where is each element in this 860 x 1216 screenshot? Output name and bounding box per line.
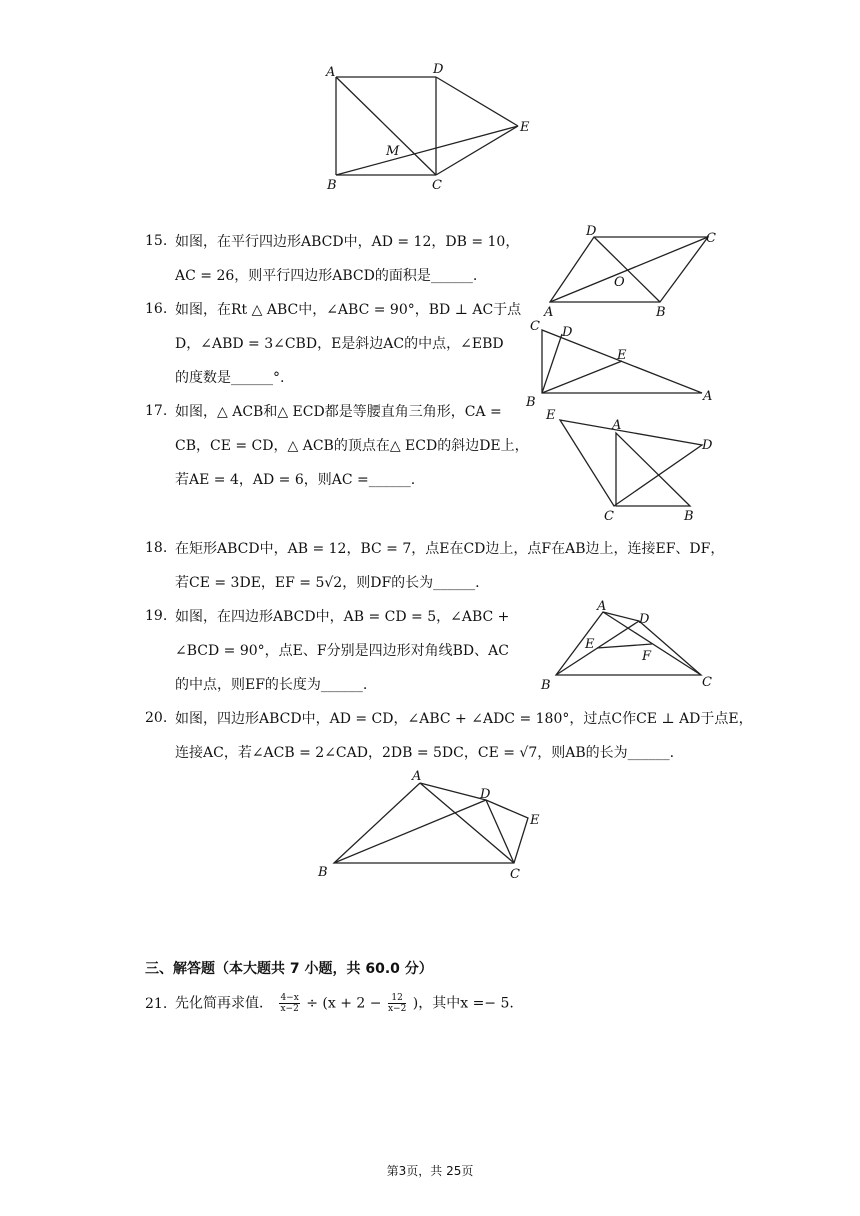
q21-line [175,993,514,1014]
q18-line1: 在矩形ABCD中，AB = 12，BC = 7，点E在CD边上，点F在AB边上，连接EF、DF， [175,541,725,557]
seg-AC [336,77,436,175]
q21-number: 21. [145,996,168,1012]
figure-q17 [540,405,720,527]
figure-q20 [310,766,550,884]
q16-number: 16. [145,301,168,317]
figure-q14 [320,58,540,198]
label-D: D [433,62,444,77]
label-D: D [586,224,597,239]
q16-line1: 如图，在Rt △ ABC中，∠ABC = 90°，BD ⊥ AC于点 [175,302,522,318]
figure-q16 [522,316,722,408]
label-A: A [544,305,554,317]
label-A: A [597,599,607,614]
label-C: C [604,509,614,524]
label-D: D [702,438,713,453]
label-E: E [530,813,540,828]
label-E: E [520,120,530,135]
label-C: C [702,675,712,690]
q20-line2: 连接AC，若∠ACB = 2∠CAD，2DB = 5DC，CE = √7，则AB的长为______. [175,745,675,761]
q19-line1: 如图，在四边形ABCD中，AB = CD = 5，∠ABC + [175,609,510,625]
figure-q15 [540,222,730,317]
q17-line1: 如图，△ ACB和△ ECD都是等腰直角三角形，CA = [175,404,502,420]
q19-line2: ∠BCD = 90°，点E、F分别是四边形对角线BD、AC [175,643,509,659]
triangle-ACB [616,433,690,506]
q21-middle: ÷ (x + 2 − [306,995,382,1012]
label-A: A [412,769,422,784]
seg-CE [436,126,518,175]
seg-DB [594,237,660,302]
label-A: A [326,65,336,80]
q16-line3: 的度数是______°. [175,370,285,386]
label-C: C [432,178,442,193]
figure-q19 [535,596,725,692]
seg-DE [436,77,518,126]
q20-line1: 如图，四边形ABCD中，AD = CD，∠ABC + ∠ADC = 180°，过点C作CE ⊥ AD于点E， [175,711,753,727]
q15-line1: 如图，在平行四边形ABCD中，AD = 12，DB = 10， [175,234,520,250]
label-O: O [614,275,625,290]
fraction-2-denominator: x−2 [387,1004,407,1014]
label-A: A [703,389,713,404]
triangle-ECD [560,420,702,506]
label-E: E [617,348,627,363]
q19-number: 19. [145,608,168,624]
label-B: B [526,395,536,408]
q20-number: 20. [145,710,168,726]
label-F: F [642,649,652,664]
seg-DC [486,800,514,863]
seg-AC [603,612,701,675]
label-D: D [639,612,650,627]
fraction-2-numerator: 12 [388,993,406,1004]
q15-number: 15. [145,233,168,249]
label-C: C [530,319,540,334]
q21-prefix: 先化简再求值． [175,995,273,1012]
label-B: B [318,865,328,880]
label-B: B [684,509,694,524]
quad-ABCD [556,612,701,675]
label-E: E [546,408,556,423]
label-C: C [706,231,716,246]
label-D: D [562,325,573,340]
q17-line3: 若AE = 4，AD = 6，则AC =______. [175,472,416,488]
q17-number: 17. [145,403,168,419]
label-B: B [656,305,666,317]
seg-BE [336,126,518,175]
q21-suffix: )，其中x =− 5. [412,995,514,1012]
fraction-1 [279,993,299,1014]
label-A: A [612,418,622,433]
seg-BE [542,361,622,393]
label-B: B [327,178,337,193]
fraction-1-numerator: 4−x [280,993,299,1003]
fraction-2 [388,993,406,1014]
q18-line2: 若CE = 3DE，EF = 5√2，则DF的长为______. [175,575,480,591]
seg-BD [334,800,486,863]
label-C: C [510,867,520,882]
q16-line2: D，∠ABD = 3∠CBD，E是斜边AC的中点，∠EBD [175,336,504,352]
seg-EF [597,644,652,648]
label-E: E [585,637,595,652]
q17-line2: CB，CE = CD，△ ACB的顶点在△ ECD的斜边DE上， [175,438,529,454]
page-footer: 第3页，共 25页 [386,1164,474,1178]
section-heading: 三、解答题（本大题共 7 小题，共 60.0 分） [145,961,433,977]
label-D: D [480,787,491,802]
q15-line2: AC = 26，则平行四边形ABCD的面积是______. [175,268,478,284]
label-M: M [386,144,400,159]
label-B: B [541,678,551,692]
q18-number: 18. [145,540,168,556]
seg-BD [542,334,562,393]
q19-line3: 的中点，则EF的长度为______. [175,677,368,693]
fraction-1-denominator: x−2 [280,1004,299,1014]
